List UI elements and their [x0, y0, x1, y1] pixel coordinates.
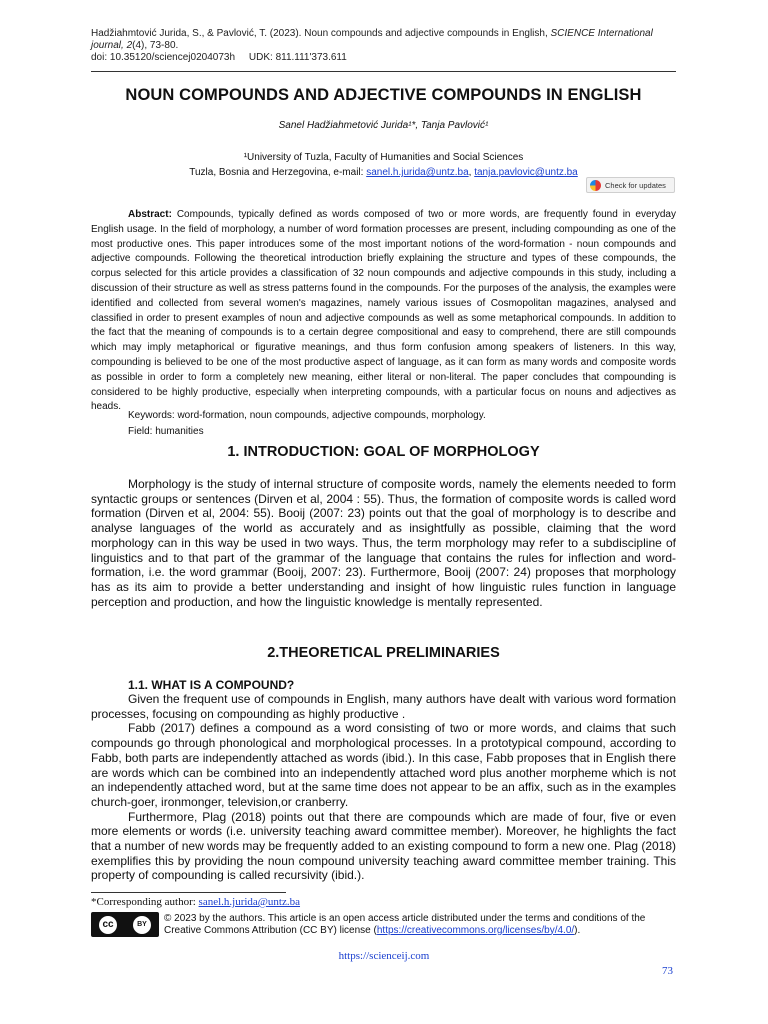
check-for-updates-button[interactable]: [586, 177, 675, 193]
cc-icon: cc: [99, 916, 117, 934]
section-heading-theoretical: 2.THEORETICAL PRELIMINARIES: [267, 645, 500, 661]
theory-body: [91, 692, 676, 883]
license-text: © 2023 by the authors. This article is an open access article distributed under the terms and conditions of the Creative Commons Attribution (CC BY) license (: [164, 913, 646, 936]
citation-pages: (4), 73-80.: [132, 40, 179, 51]
paragraph: Furthermore, Plag (2018) points out that there are compounds which are made of four, five or even more elements or words (i.e. university teaching award committee member). Moreover, he highlights the fact that a number of new words may be frequently added to an existing compound to form a new one. Plag (2018) exemplifies this by providing the noun compound university teaching award committee member training. This property of compounding is called recursivity (ibid.).: [91, 809, 677, 883]
paragraph: Morphology is the study of internal structure of composite words, namely the elements needed to form syntactic groups or sentences (Dirven et al, 2004 : 55). Thus, the formation of composite words is called word formation (Dirven et al, 2004: 55). Booij (2007: 23) points out that the goal of morphology is to describe and analyse languages of the world as accurately and as insightfully as possible, claiming that the word morphology can in this way be used in two ways. Thus, the term morphology may refer to a subdiscipline of linguistics and to that part of the grammar of the language that contains the rules for inflection and word-formation, i.e. the word grammar (Booij, 2007: 23). Furthermore, Booij (2007: 24) proposes that morphology has as its aim to provide a better understanding and insight of how linguistic rules function in language perception and production, and how the linguistic knowledge is mentally represented.: [91, 477, 676, 609]
introduction-body: [91, 477, 676, 609]
affiliation: [91, 150, 676, 180]
keywords: Keywords: word-formation, noun compounds, adjective compounds, morphology.: [128, 410, 486, 421]
subsection-heading: 1.1. WHAT IS A COMPOUND?: [128, 678, 295, 692]
abstract-text: Compounds, typically defined as words composed of two or more words, are frequently found in everyday English usage. In the field of morphology, a number of word formation processes are present, including compounding as one of the most productive ones. This paper introduces some of the most important notions of the word-formation - noun compounds and adjective compounds. Following the theoretical introduction briefly explaining the structure and types of these compounds, the corpus selected for this article provides a classification of 32 noun compounds and adjective compounds in this study, including a discussion of their structure as well as stress patterns found in the compounds. For the purposes of the analysis, the examples were identified and collected from several women's magazines, namely various issues of Cosmopolitan magazines, analysed and classified in order to present examples of noun and adjective compounds as well as some metaphorical compounds. In addition to the fact that the meaning of compounds is to a certain degree compositional and easy to comprehend, there are still compounds which may imply metaphorical or figurative meanings, and thus form confusion among speakers of listeners. In this way, compounding is believed to be one of the most productive aspect of language, as it can form as many words and composite words as possible in order to form a completely new meaning, either literal or non-literal. The paper concludes that compounding is considered to be highly productive, especially when interpreting compounds, with a particular focus on nouns and adjectives as heads.: [91, 209, 676, 413]
license-statement: [164, 913, 679, 936]
paragraph: Given the frequent use of compounds in English, many authors have dealt with various word formation processes, focusing on compounding as highly productive .: [91, 692, 676, 721]
email-link-2[interactable]: tanja.pavlovic@untz.ba: [474, 167, 578, 178]
cc-by-badge[interactable]: [91, 912, 159, 937]
section-heading-introduction: 1. INTRODUCTION: GOAL OF MORPHOLOGY: [227, 444, 540, 460]
citation-doi: doi: 10.35120/sciencej0204073h UDK: 811.111'373.611: [91, 52, 347, 63]
field: Field: humanities: [128, 426, 204, 437]
citation-journal: SCIENCE International journal,: [91, 28, 653, 51]
citation-text: Hadžiahmtović Jurida, S., & Pavlović, T. (2023). Noun compounds and adjective compounds in English,: [91, 28, 551, 39]
citation-header: [91, 28, 681, 64]
abstract: [91, 208, 676, 415]
journal-url-link[interactable]: https://scienceij.com: [338, 950, 430, 962]
citation-volume: 2: [123, 40, 133, 51]
license-end: ).: [574, 924, 581, 936]
header-rule: [91, 71, 676, 72]
footnote: [91, 896, 300, 908]
crossmark-icon: [590, 180, 601, 191]
footnote-rule: [91, 892, 286, 893]
paper-title: NOUN COMPOUNDS AND ADJECTIVE COMPOUNDS IN ENGLISH: [125, 86, 642, 104]
paragraph: Fabb (2017) defines a compound as a word consisting of two or more words, and claims that such compounds go through phonological and morphological processes. In a prototypical compound, according to Fabb, both parts are independently attached as words (ibid.). In this case, Fabb proposes that in English there are words which can be combined into an independently attached word plus another morpheme which is not an independently attached word, but at the same time does not appear to be an affix, such as in the examples church-goer, ironmonger, television,or cranberry.: [91, 721, 676, 809]
abstract-label: Abstract:: [128, 209, 172, 220]
affiliation-location: Tuzla, Bosnia and Herzegovina, e-mail:: [189, 167, 367, 178]
affiliation-institution: ¹University of Tuzla, Faculty of Humanities and Social Sciences: [243, 152, 524, 163]
email-link-1[interactable]: sanel.h.jurida@untz.ba: [366, 167, 469, 178]
license-link[interactable]: https://creativecommons.org/licenses/by/4.0/: [376, 924, 575, 936]
check-for-updates-label: Check for updates: [605, 180, 666, 190]
footnote-email-link[interactable]: sanel.h.jurida@untz.ba: [198, 896, 301, 908]
email-separator: ,: [468, 167, 475, 178]
by-icon: BY: [133, 916, 151, 934]
page-number: 73: [662, 965, 673, 977]
footnote-label: *Corresponding author:: [91, 896, 199, 908]
author-list: Sanel Hadžiahmetović Jurida¹*, Tanja Pavlović¹: [278, 120, 489, 131]
